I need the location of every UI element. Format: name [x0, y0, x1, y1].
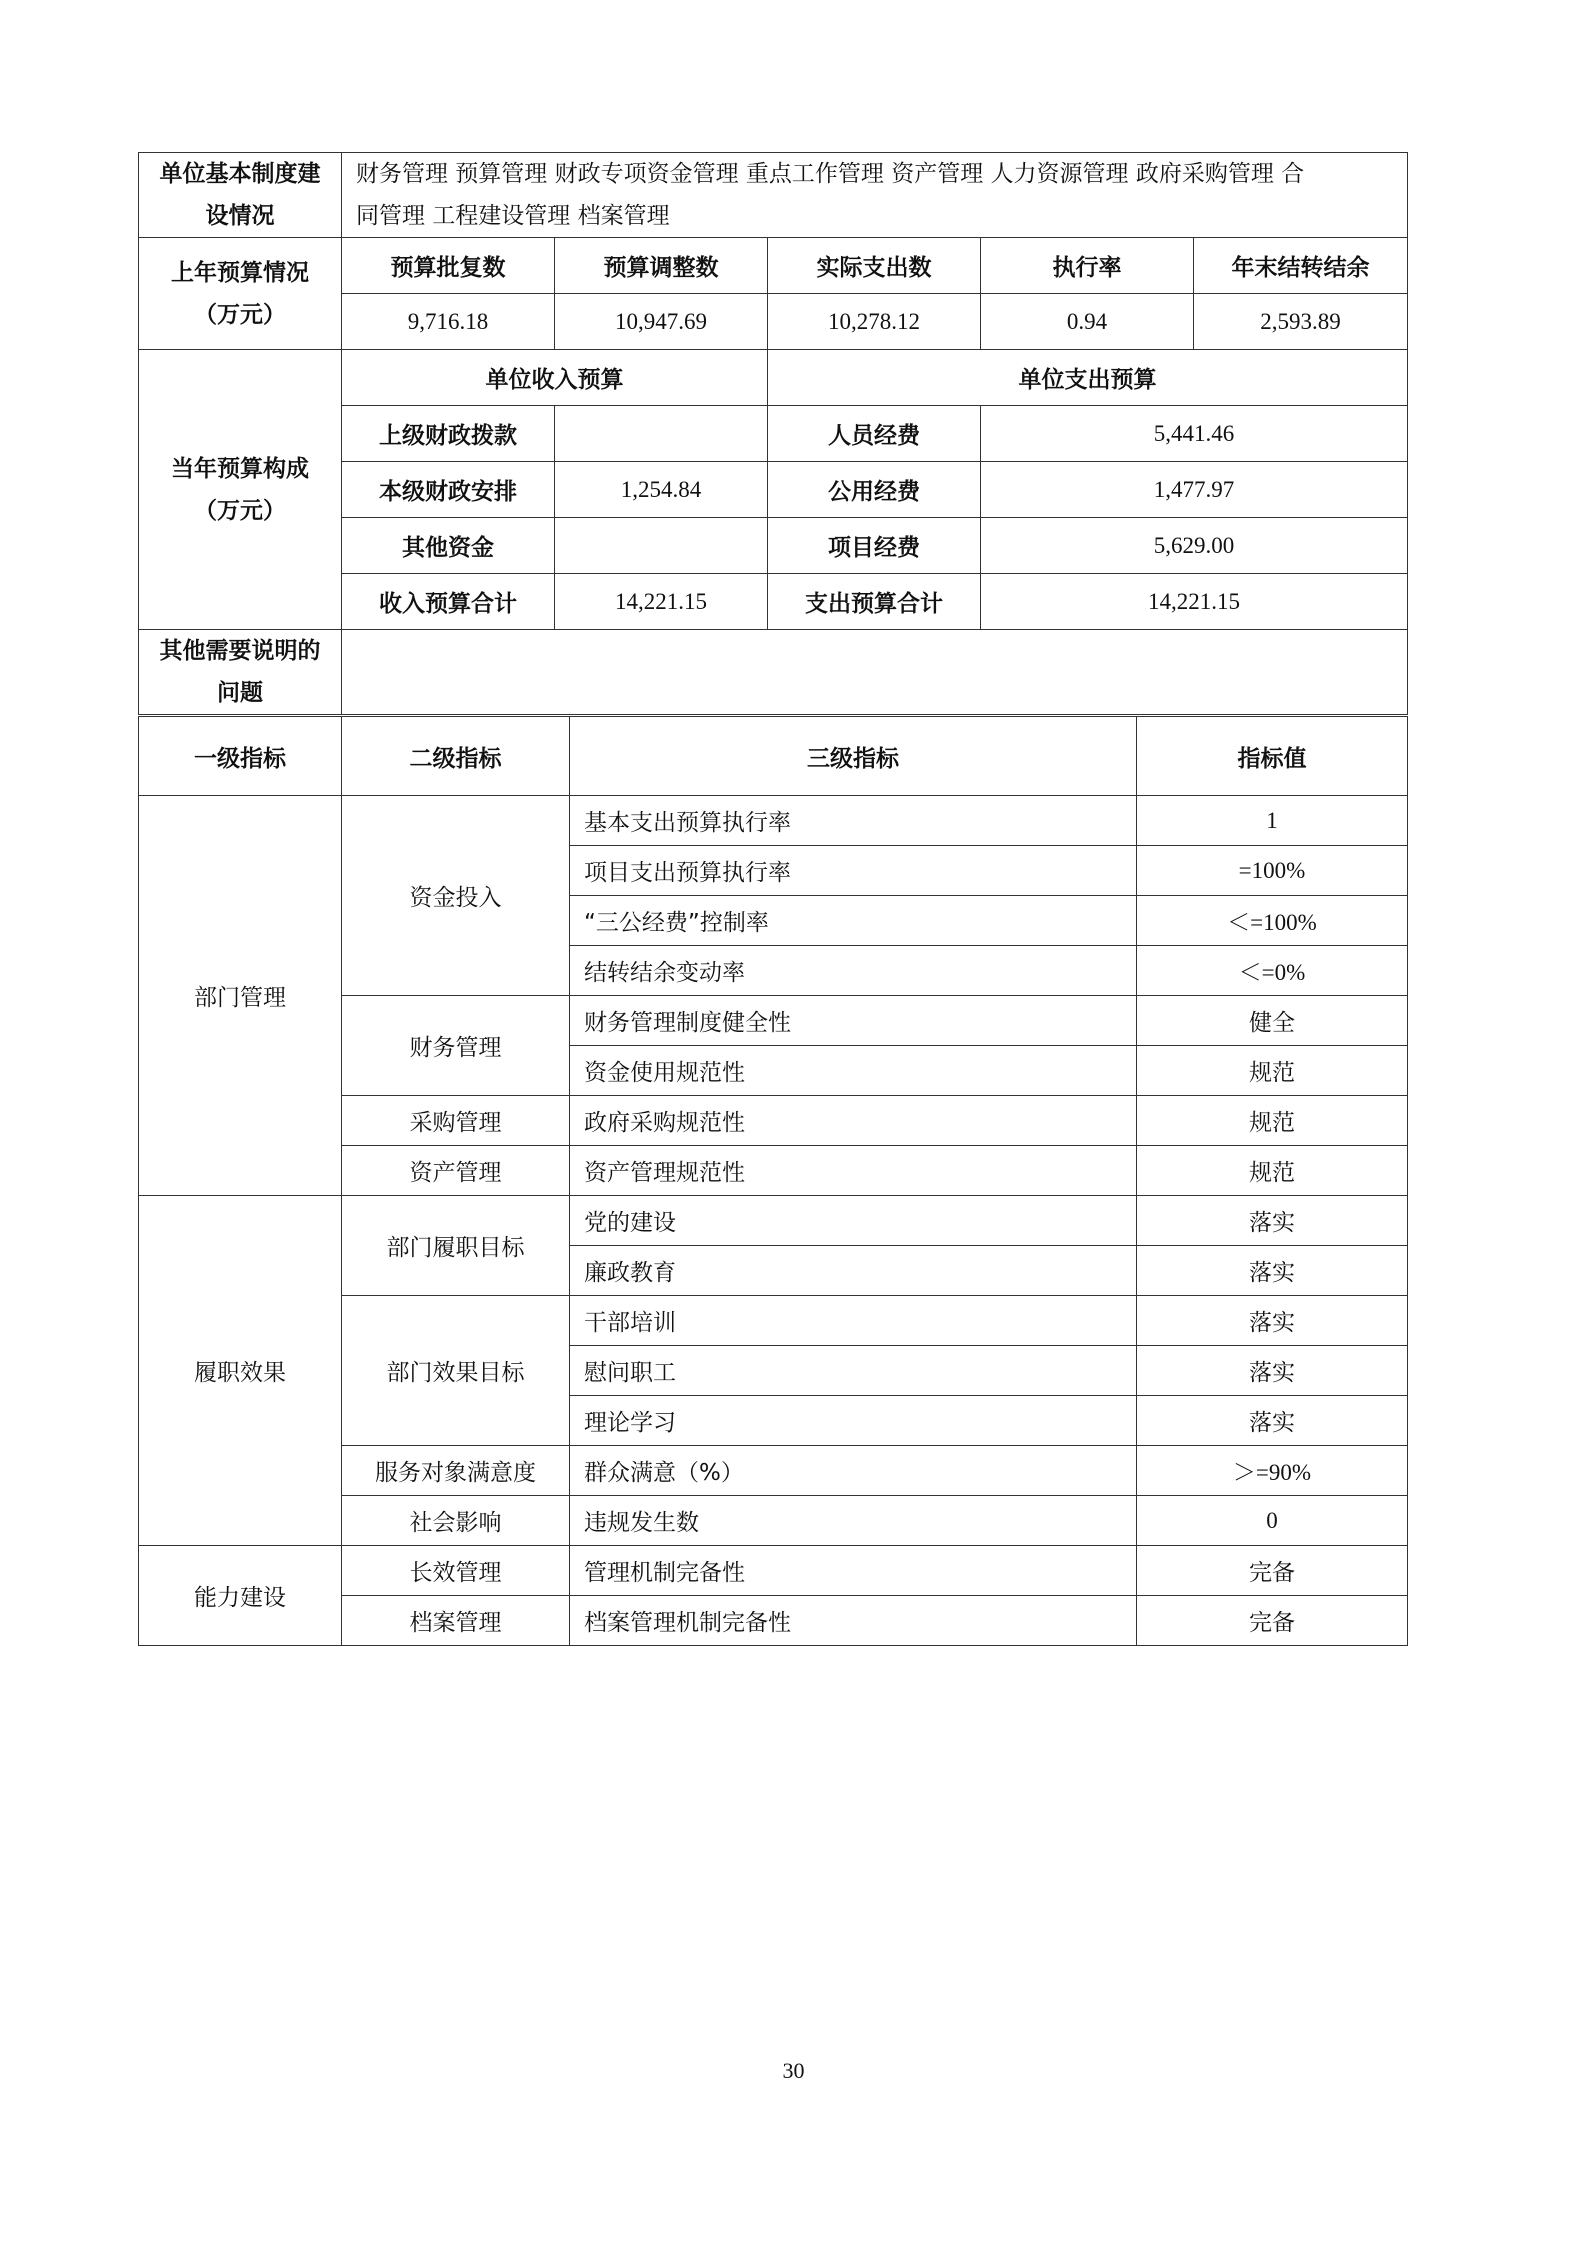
level3-indicator: 财务管理制度健全性 [570, 996, 1137, 1046]
budget-info-table [138, 152, 1407, 715]
level2-indicator: 采购管理 [342, 1096, 570, 1146]
level3-indicator: 管理机制完备性 [570, 1546, 1137, 1596]
last-year-label: 上年预算情况 （万元） [139, 238, 342, 350]
last-year-value: 0.94 [981, 294, 1194, 350]
last-year-header: 实际支出数 [768, 238, 981, 294]
level3-indicator: 干部培训 [570, 1296, 1137, 1346]
last-year-value: 9,716.18 [342, 294, 555, 350]
indicator-value: 规范 [1137, 1096, 1408, 1146]
level1-indicator: 能力建设 [139, 1546, 342, 1646]
level3-indicator: 档案管理机制完备性 [570, 1596, 1137, 1646]
indicator-value: 规范 [1137, 1046, 1408, 1096]
level2-indicator: 资产管理 [342, 1146, 570, 1196]
system-row [139, 153, 1408, 238]
level3-indicator: 慰问职工 [570, 1346, 1137, 1396]
current-year-header-row [139, 350, 1408, 406]
last-year-value: 10,947.69 [555, 294, 768, 350]
last-year-value: 10,278.12 [768, 294, 981, 350]
indicator-value: 健全 [1137, 996, 1408, 1046]
level2-indicator: 财务管理 [342, 996, 570, 1096]
expense-value: 5,629.00 [981, 518, 1408, 574]
expense-label: 人员经费 [768, 406, 981, 462]
expense-label: 项目经费 [768, 518, 981, 574]
income-total-value: 14,221.15 [555, 574, 768, 630]
indicator-header-row [139, 717, 1408, 796]
level2-indicator: 档案管理 [342, 1596, 570, 1646]
income-value [555, 406, 768, 462]
other-notes-content [342, 630, 1408, 715]
indicator-value: 1 [1137, 796, 1408, 846]
page-number: 30 [782, 2058, 805, 2083]
level1-indicator: 履职效果 [139, 1196, 342, 1546]
other-notes-label: 其他需要说明的 问题 [139, 630, 342, 715]
level3-indicator: 结转结余变动率 [570, 946, 1137, 996]
level2-indicator: 部门效果目标 [342, 1296, 570, 1446]
indicator-value: ＜=0% [1137, 946, 1408, 996]
level3-indicator: “三公经费”控制率 [570, 896, 1137, 946]
other-notes-row [139, 630, 1408, 715]
expense-total-value: 14,221.15 [981, 574, 1408, 630]
last-year-header: 预算批复数 [342, 238, 555, 294]
header-level2: 二级指标 [342, 717, 570, 796]
income-total-label: 收入预算合计 [342, 574, 555, 630]
income-budget-header: 单位收入预算 [342, 350, 768, 406]
expense-total-label: 支出预算合计 [768, 574, 981, 630]
income-label: 上级财政拨款 [342, 406, 555, 462]
indicator-value: =100% [1137, 846, 1408, 896]
header-level3: 三级指标 [570, 717, 1137, 796]
last-year-value: 2,593.89 [1194, 294, 1408, 350]
system-label: 单位基本制度建 设情况 [139, 153, 342, 238]
income-value [555, 518, 768, 574]
indicator-row [139, 796, 1408, 846]
expense-label: 公用经费 [768, 462, 981, 518]
level3-indicator: 基本支出预算执行率 [570, 796, 1137, 846]
indicator-value: 规范 [1137, 1146, 1408, 1196]
last-year-header: 执行率 [981, 238, 1194, 294]
level2-indicator: 社会影响 [342, 1496, 570, 1546]
expense-budget-header: 单位支出预算 [768, 350, 1408, 406]
indicator-value: 落实 [1137, 1246, 1408, 1296]
level1-indicator: 部门管理 [139, 796, 342, 1196]
indicator-value: 落实 [1137, 1346, 1408, 1396]
indicator-value: 落实 [1137, 1196, 1408, 1246]
income-label: 本级财政安排 [342, 462, 555, 518]
level3-indicator: 项目支出预算执行率 [570, 846, 1137, 896]
level3-indicator: 政府采购规范性 [570, 1096, 1137, 1146]
indicator-value: 落实 [1137, 1296, 1408, 1346]
level3-indicator: 资产管理规范性 [570, 1146, 1137, 1196]
expense-value: 5,441.46 [981, 406, 1408, 462]
indicator-value: 落实 [1137, 1396, 1408, 1446]
level3-indicator: 党的建设 [570, 1196, 1137, 1246]
indicator-row [139, 1196, 1408, 1246]
level3-indicator: 群众满意（%） [570, 1446, 1137, 1496]
level3-indicator: 廉政教育 [570, 1246, 1137, 1296]
indicator-value: ＞=90% [1137, 1446, 1408, 1496]
level2-indicator: 服务对象满意度 [342, 1446, 570, 1496]
expense-value: 1,477.97 [981, 462, 1408, 518]
system-content: 财务管理 预算管理 财政专项资金管理 重点工作管理 资产管理 人力资源管理 政府采购管理 合 同管理 工程建设管理 档案管理 [342, 153, 1408, 238]
last-year-header: 预算调整数 [555, 238, 768, 294]
level3-indicator: 资金使用规范性 [570, 1046, 1137, 1096]
indicator-value: 完备 [1137, 1546, 1408, 1596]
level2-indicator: 部门履职目标 [342, 1196, 570, 1296]
indicator-row [139, 1546, 1408, 1596]
level2-indicator: 长效管理 [342, 1546, 570, 1596]
last-year-header-row [139, 238, 1408, 294]
indicator-value: ＜=100% [1137, 896, 1408, 946]
indicator-value: 完备 [1137, 1596, 1408, 1646]
level2-indicator: 资金投入 [342, 796, 570, 996]
header-level1: 一级指标 [139, 717, 342, 796]
level3-indicator: 违规发生数 [570, 1496, 1137, 1546]
current-year-label: 当年预算构成 （万元） [139, 350, 342, 630]
level3-indicator: 理论学习 [570, 1396, 1137, 1446]
income-label: 其他资金 [342, 518, 555, 574]
income-value: 1,254.84 [555, 462, 768, 518]
indicator-value: 0 [1137, 1496, 1408, 1546]
last-year-header: 年末结转结余 [1194, 238, 1408, 294]
header-value: 指标值 [1137, 717, 1408, 796]
indicator-table [138, 716, 1407, 1646]
